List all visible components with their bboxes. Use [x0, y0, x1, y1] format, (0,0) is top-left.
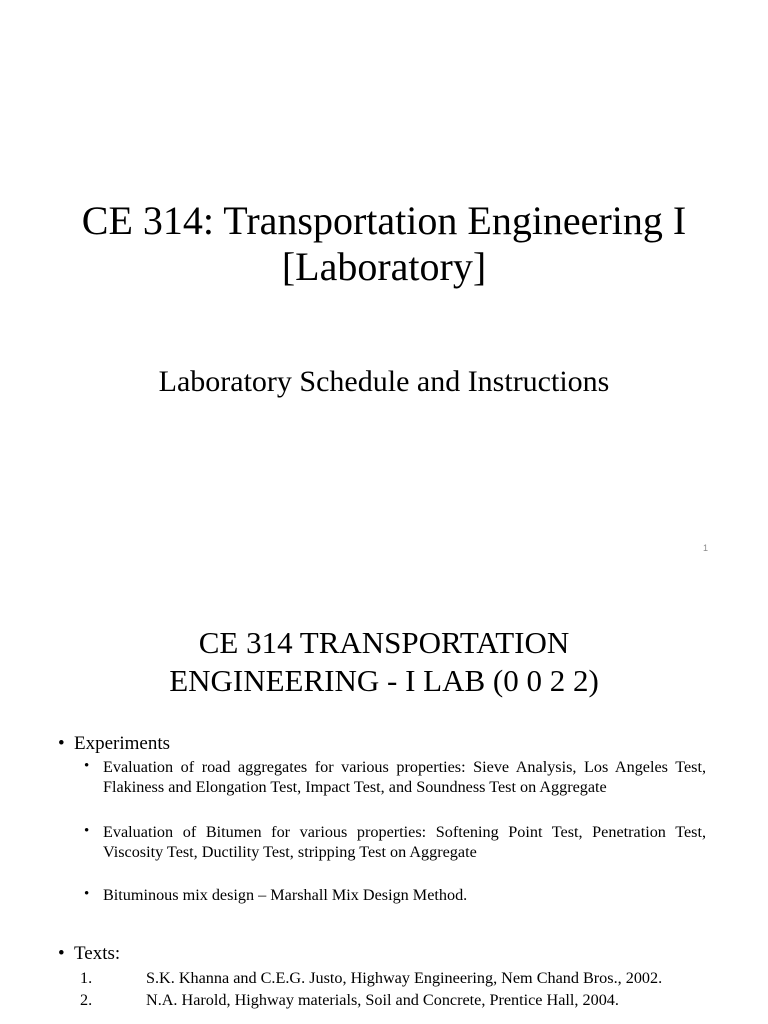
list-item	[84, 758, 706, 797]
title-line-2: [Laboratory]	[281, 244, 487, 289]
reference-text: S.K. Khanna and C.E.G. Justo, Highway Engineering, Nem Chand Bros., 2002.	[146, 969, 663, 987]
bullet-icon: •	[84, 886, 90, 902]
title-line-1: CE 314: Transportation Engineering I	[81, 198, 687, 243]
list-item	[84, 823, 706, 862]
bullet-icon: •	[58, 733, 65, 754]
slide-2-title	[30, 624, 738, 700]
experiment-text: Evaluation of road aggregates for various properties: Sieve Analysis, Los Angeles Test, Flakiness and Elongation Test, Impact Test, and Soundness Test on Aggregate	[103, 758, 706, 796]
reference-number: 1.	[80, 969, 93, 987]
title-line-2: ENGINEERING - I LAB (0 0 2 2)	[169, 663, 599, 698]
list-item	[84, 886, 706, 906]
slide-1-title	[30, 198, 738, 290]
reference-number: 2.	[80, 991, 93, 1009]
texts-heading-label: Texts:	[74, 943, 121, 964]
title-line-1: CE 314 TRANSPORTATION	[198, 625, 570, 660]
experiment-text: Evaluation of Bitumen for various properties: Softening Point Test, Penetration Test, Viscosity Test, Ductility Test, stripping Test on Aggregate	[103, 823, 706, 861]
bullet-icon: •	[58, 943, 65, 964]
slide-1-subtitle: Laboratory Schedule and Instructions	[158, 365, 610, 398]
slide-number: 1	[702, 543, 708, 553]
bullet-icon: •	[84, 758, 90, 774]
bullet-icon: •	[84, 823, 90, 839]
experiment-text: Bituminous mix design – Marshall Mix Design Method.	[103, 886, 468, 904]
experiments-heading-label: Experiments	[74, 733, 171, 754]
reference-text: N.A. Harold, Highway materials, Soil and Concrete, Prentice Hall, 2004.	[146, 991, 619, 1009]
slide-2	[0, 576, 768, 1024]
